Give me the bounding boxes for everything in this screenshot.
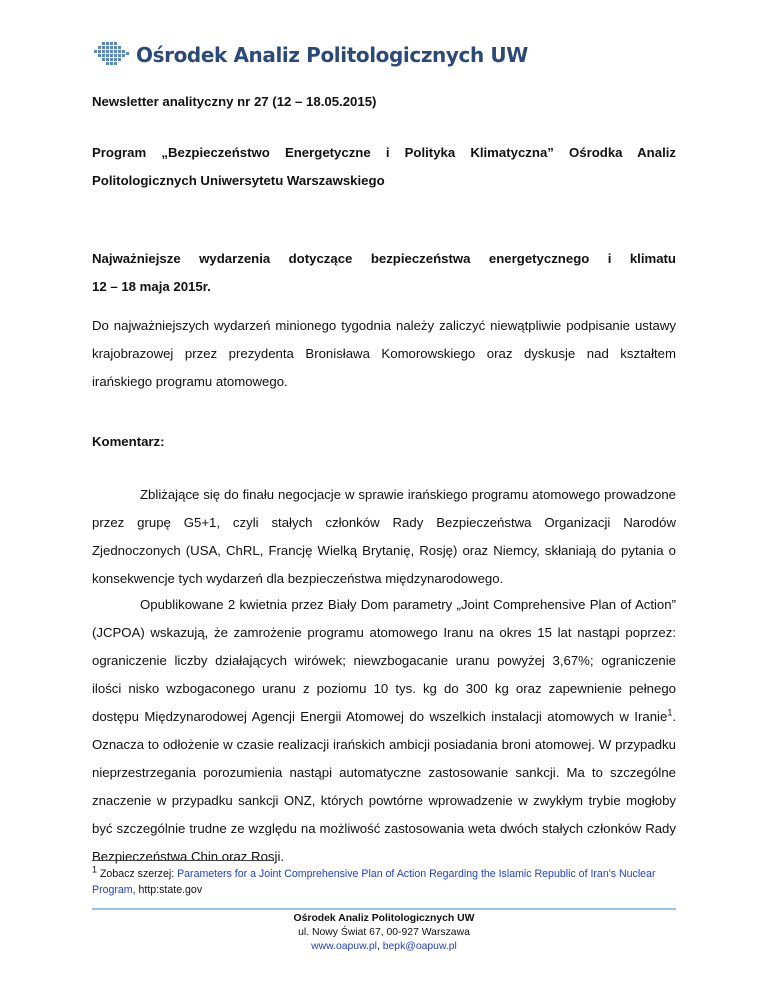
events-heading-line1: Najważniejsze wydarzenia dotyczące bezpieczeństwa energetycznego i klimatu <box>92 251 676 266</box>
logo-text: Ośrodek Analiz Politologicznych UW <box>136 43 528 67</box>
events-heading-line2: 12 – 18 maja 2015r. <box>92 279 211 294</box>
footer-divider <box>92 908 676 910</box>
intro-paragraph: Do najważniejszych wydarzeń minionego tygodnia należy zaliczyć niewątpliwie podpisanie ustawy krajobrazowej przez prezydenta Bronisława Komorowskiego oraz dyskusje nad kształtem irańskiego programu atomowego. <box>92 318 676 389</box>
footer-separator: , <box>376 941 383 952</box>
footnote <box>92 866 682 898</box>
footnote-divider <box>92 860 274 861</box>
para2-text-a: Opublikowane 2 kwietnia przez Biały Dom parametry „Joint Comprehensive Plan of Action” (JCPOA) wskazują, że zamrożenie programu atomowego Iranu na okres 15 lat nastąpi poprzez: ograniczenie liczby działających wirówek; niewzbogacanie uranu powyżej 3,67%; ograniczenie ilości nisko wzbogaconego uranu z poziomu 10 tys. kg do 300 kg oraz zapewnienie pełnego dostępu Międzynarodowej Agencji Energii Atomowej do wszelkich instalacji atomowych w Iranie <box>92 597 676 724</box>
events-heading <box>92 245 676 301</box>
footer-website-link[interactable]: www.oapuw.pl <box>311 941 377 952</box>
comment-paragraph-2 <box>92 591 676 871</box>
footer-org: Ośrodek Analiz Politologicznych UW <box>293 913 475 924</box>
footer-address: ul. Nowy Świat 67, 00-927 Warszawa <box>298 927 470 938</box>
comment-heading: Komentarz: <box>92 434 165 449</box>
program-heading-line2: Politologicznych Uniwersytetu Warszawskiego <box>92 173 385 188</box>
footnote-link[interactable]: Parameters for a Joint Comprehensive Plan of Action Regarding the Islamic Republic of Iran's Nuclear Program <box>92 868 656 896</box>
footnote-ref[interactable]: 1 <box>667 707 673 718</box>
footer-email-link[interactable]: bepk@oapuw.pl <box>382 941 457 952</box>
header-logo <box>92 40 528 70</box>
program-heading <box>92 139 676 195</box>
footnote-number: 1 <box>92 864 98 875</box>
program-heading-line1: Program „Bezpieczeństwo Energetyczne i Polityka Klimatyczna” Ośrodka Analiz <box>92 145 676 160</box>
footer-contacts <box>92 940 676 954</box>
grid-logo-icon <box>92 40 132 70</box>
para2-text-b: . Oznacza to odłożenie w czasie realizacji irańskich ambicji posiadania broni atomowej. W przypadku nieprzestrzegania porozumienia nastąpi automatyczne zastosowanie sankcji. Ma to szczególne znaczenie w przypadku sankcji ONZ, których powtórne wprowadzenie w zwykłym trybie mogłoby być szczególnie trudne ze względu na możliwość zastosowania weta dwóch stałych członków Rady Bezpieczeństwa Chin oraz Rosji. <box>92 709 676 864</box>
footer <box>92 912 676 954</box>
comment-paragraph-1: Zbliżające się do finału negocjacje w sprawie irańskiego programu atomowego prowadzone przez grupę G5+1, czyli stałych członków Rady Bezpieczeństwa Organizacji Narodów Zjednoczonych (USA, ChRL, Francję Wielką Brytanię, Rosję) oraz Niemcy, skłaniają do pytania o konsekwencje tych wydarzeń dla bezpieczeństwa międzynarodowego. <box>92 487 676 586</box>
footnote-prefix: Zobacz szerzej: <box>97 868 178 880</box>
footnote-suffix: , http:state.gov <box>132 884 203 896</box>
newsletter-title: Newsletter analityczny nr 27 (12 – 18.05.2015) <box>92 94 377 109</box>
